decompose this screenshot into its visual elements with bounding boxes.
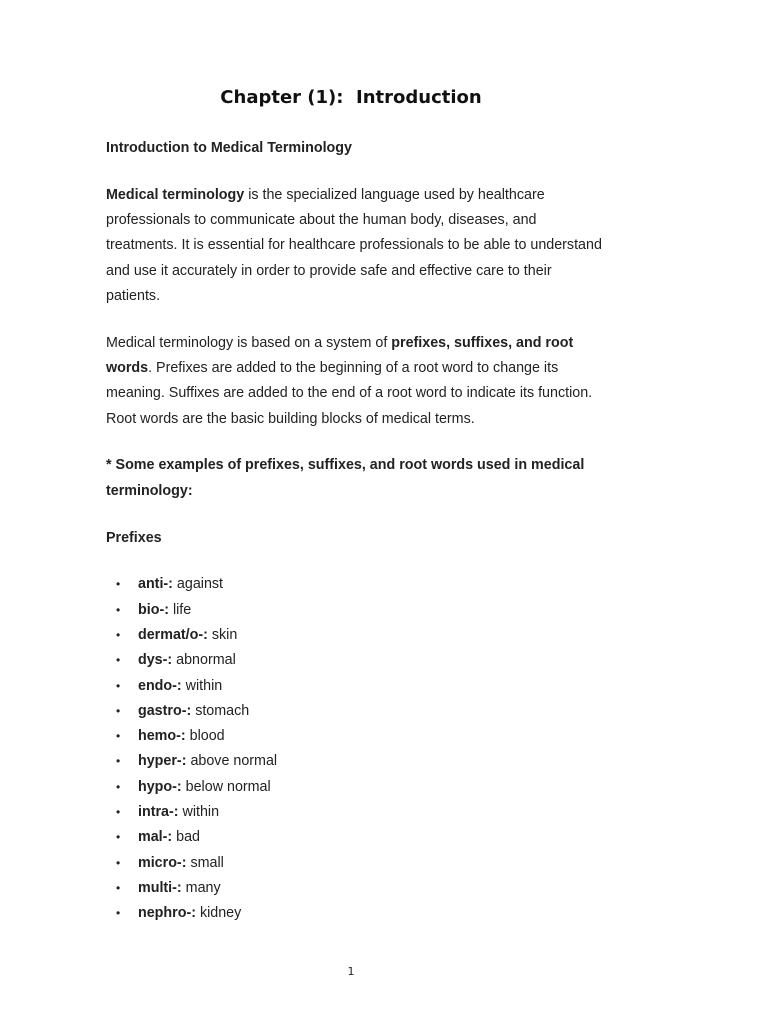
paragraph-word-parts <box>106 331 606 432</box>
list-item <box>106 623 606 648</box>
prefix-term: intra-: <box>138 804 179 821</box>
list-item <box>106 851 606 876</box>
page-number: 1 <box>347 965 355 978</box>
bullet-icon: • <box>116 602 121 617</box>
prefix-term: mal-: <box>138 829 173 846</box>
prefix-meaning: blood <box>185 728 225 745</box>
prefix-term: bio-: <box>138 601 169 618</box>
list-item <box>106 724 606 749</box>
prefix-meaning: many <box>181 879 221 896</box>
bullet-icon: • <box>116 653 121 668</box>
bullet-icon: • <box>116 577 121 592</box>
list-item <box>106 775 606 800</box>
prefix-list <box>106 572 606 926</box>
paragraph-text-before: Medical terminology is based on a system of <box>106 334 392 351</box>
bullet-icon: • <box>116 855 121 870</box>
prefix-meaning: skin <box>207 626 238 643</box>
prefix-meaning: below normal <box>181 778 271 795</box>
chapter-title: Chapter (1): Introduction <box>220 87 482 108</box>
section-heading: Introduction to Medical Terminology <box>106 140 352 156</box>
prefix-meaning: within <box>178 804 220 821</box>
list-item <box>106 749 606 774</box>
list-item <box>106 598 606 623</box>
list-item <box>106 901 606 926</box>
paragraph-bold-phrase: prefixes, suffixes, and root words <box>106 334 574 377</box>
paragraph-text: is the specialized language used by healthcare professionals to communicate about the human body, diseases, and treatments. It is essential for healthcare professionals to be able to understand and use it accurately in order to provide safe and effective care to their patients. <box>106 186 602 304</box>
list-item <box>106 648 606 673</box>
prefix-meaning: within <box>181 677 223 694</box>
paragraph-bold-term: Medical terminology <box>106 186 245 203</box>
prefixes-heading: Prefixes <box>106 529 162 546</box>
list-item <box>106 825 606 850</box>
prefix-meaning: small <box>186 854 224 871</box>
bullet-icon: • <box>116 779 121 794</box>
bullet-icon: • <box>116 880 121 895</box>
prefix-meaning: above normal <box>186 753 278 770</box>
list-item <box>106 876 606 901</box>
prefix-meaning: bad <box>172 829 200 846</box>
bullet-icon: • <box>116 703 121 718</box>
bullet-icon: • <box>116 805 121 820</box>
prefix-term: anti-: <box>138 576 173 593</box>
prefix-term: gastro-: <box>138 702 192 719</box>
prefix-term: nephro-: <box>138 905 196 922</box>
bullet-icon: • <box>116 754 121 769</box>
page-content <box>106 136 606 927</box>
prefix-term: multi-: <box>138 879 182 896</box>
prefix-meaning: stomach <box>191 702 250 719</box>
bullet-icon: • <box>116 729 121 744</box>
list-item <box>106 674 606 699</box>
prefix-term: dermat/o-: <box>138 626 208 643</box>
prefix-term: hypo-: <box>138 778 182 795</box>
prefix-term: dys-: <box>138 652 173 669</box>
prefix-term: micro-: <box>138 854 187 871</box>
bullet-icon: • <box>116 627 121 642</box>
prefix-meaning: kidney <box>195 905 242 922</box>
paragraph-text-after: . Prefixes are added to the beginning of a root word to change its meaning. Suffixes are added to the end of a root word to indicate its function. Root words are the basic building blocks of medical terms. <box>106 360 593 427</box>
list-item <box>106 699 606 724</box>
bullet-icon: • <box>116 906 121 921</box>
list-item <box>106 572 606 597</box>
prefix-term: hemo-: <box>138 728 186 745</box>
bullet-icon: • <box>116 830 121 845</box>
prefix-meaning: against <box>172 576 224 593</box>
paragraph-medical-terminology <box>106 183 606 309</box>
list-item <box>106 800 606 825</box>
prefix-meaning: abnormal <box>172 652 236 669</box>
prefix-meaning: life <box>168 601 192 618</box>
prefix-term: hyper-: <box>138 753 187 770</box>
prefix-term: endo-: <box>138 677 182 694</box>
examples-heading: * Some examples of prefixes, suffixes, and root words used in medical terminology: <box>106 457 585 499</box>
bullet-icon: • <box>116 678 121 693</box>
